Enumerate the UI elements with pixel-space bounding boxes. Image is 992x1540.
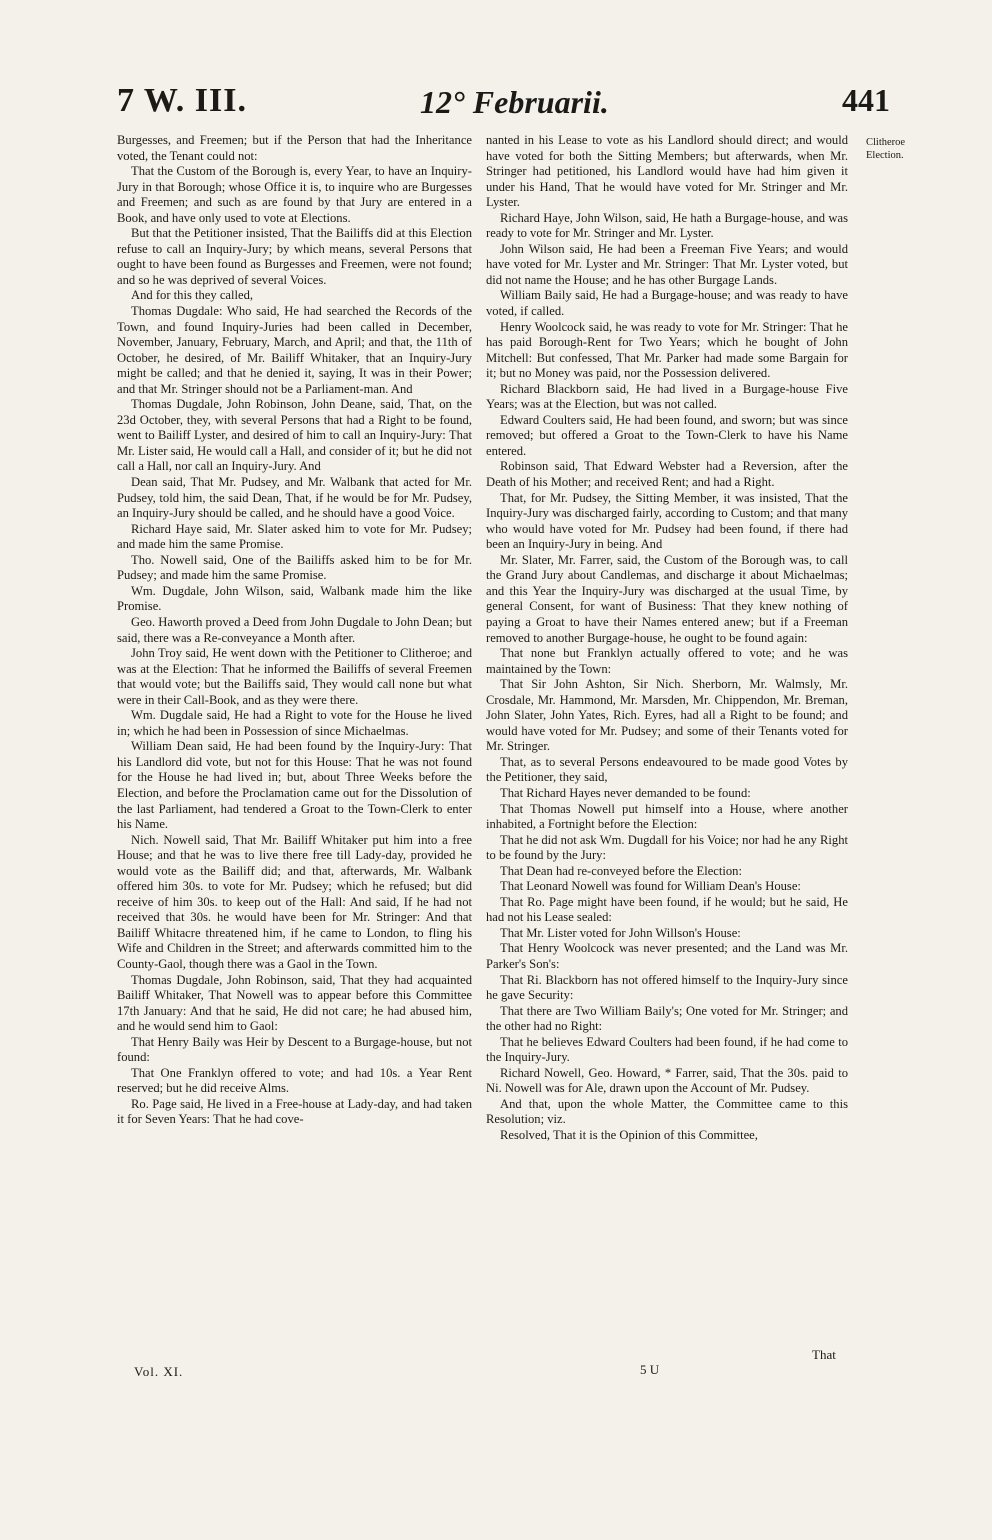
paragraph: That Henry Baily was Heir by Descent to a Burgage-house, but not found: — [117, 1034, 472, 1065]
page-number: 441 — [842, 82, 890, 118]
page-header — [0, 82, 992, 132]
left-column — [117, 133, 472, 1128]
paragraph: That there are Two William Baily's; One voted for Mr. Stringer; and the other had no Right: — [486, 1003, 848, 1034]
paragraph: That Ro. Page might have been found, if he would; but he said, He had not his Lease sealed: — [486, 894, 848, 925]
paragraph: That Richard Hayes never demanded to be found: — [500, 785, 751, 800]
paragraph: And that, upon the whole Matter, the Committee came to this Resolution; viz. — [486, 1096, 848, 1127]
paragraph: Thomas Dugdale, John Robinson, John Deane, said, That, on the 23d October, they, with several Persons that had a Right to be found, went to Bailiff Lyster, and desired of him to call an Inquiry-Jury: That Mr. Lister said, He would call a Hall, and consider of it; but he did not call a Hall, nor call an Inquiry-Jury. And — [117, 397, 472, 474]
paragraph: That he did not ask Wm. Dugdall for his Voice; nor had he any Right to be found by the Jury: — [486, 832, 848, 863]
paragraph: And for this they called, — [131, 288, 254, 303]
paragraph: That he believes Edward Coulters had been found, if he had come to the Inquiry-Jury. — [486, 1034, 848, 1065]
paragraph: That, as to several Persons endeavoured to be made good Votes by the Petitioner, they said, — [486, 754, 848, 785]
paragraph: Thomas Dugdale: Who said, He had searched the Records of the Town, and found Inquiry-Juries had been called in December, November, January, February, March, and April; and that, the 11th of October, he desired, of Mr. Bailiff Whitaker, that an Inquiry-Jury might be called; and that he denied it, saying, It was in their Power; and that Mr. Stringer should not be a Parliament-man. And — [117, 304, 472, 396]
paragraph: Richard Nowell, Geo. Howard, * Farrer, said, That the 30s. paid to Ni. Nowell was for Ale, drawn upon the Account of Mr. Pudsey. — [486, 1065, 848, 1096]
paragraph: That Dean had re-conveyed before the Election: — [500, 863, 742, 878]
paragraph: Richard Haye said, Mr. Slater asked him to vote for Mr. Pudsey; and made him the same Promise. — [117, 521, 472, 552]
paragraph: Thomas Dugdale, John Robinson, said, That they had acquainted Bailiff Whitaker, That Nowell was to appear before this Committee 17th January: And that he said, He did not care; he had abused him, and he would send him to Gaol: — [117, 972, 472, 1034]
paragraph: William Dean said, He had been found by the Inquiry-Jury: That his Landlord did vote, but not for this House: That he was not found for the House he had lived in; but, about Three Weeks before the Election, and before the Proclamation came out for the Dissolution of the last Parliament, had tendered a Groat to the Town-Clerk to enter his Name. — [117, 739, 472, 832]
header-regnal-year: 7 W. III. — [117, 82, 247, 119]
right-column — [486, 133, 848, 1144]
paragraph: That Sir John Ashton, Sir Nich. Sherborn, Mr. Walmsly, Mr. Crosdale, Mr. Hammond, Mr. Marsden, Mr. Chippendon, Mr. Breman, John Slater, John Yates, Rich. Eyres, had all a Right to be found; and would have voted for Mr. Pudsey; and some of their Tenants voted for Mr. Stringer. — [486, 677, 848, 754]
paragraph: That, for Mr. Pudsey, the Sitting Member, it was insisted, That the Inquiry-Jury was discharged fairly, according to Custom; and that many who would have voted for Mr. Pudsey had been found, if there had been an Inquiry-Jury in being. And — [486, 490, 848, 552]
paragraph: That Mr. Lister voted for John Willson's House: — [500, 925, 741, 940]
paragraph: That One Franklyn offered to vote; and had 10s. a Year Rent reserved; but he did receive Alms. — [117, 1065, 472, 1096]
paragraph: That Leonard Nowell was found for William Dean's House: — [500, 879, 801, 894]
paragraph: Dean said, That Mr. Pudsey, and Mr. Walbank that acted for Mr. Pudsey, told him, the said Dean, That, if he would be for Mr. Pudsey, an Inquiry-Jury should be called, and he should have a good Voice. — [117, 475, 472, 521]
paragraph: Mr. Slater, Mr. Farrer, said, the Custom of the Borough was, to call the Grand Jury about Candlemas, and discharge it about Michaelmas; and this Year the Inquiry-Jury was discharged at the usual Time, by general Consent, for want of Business: That they knew nothing of paying a Groat to have their Names entered anew; but if a Freeman removed to another Burgage-house, he ought to be found again: — [486, 552, 848, 645]
paragraph: nanted in his Lease to vote as his Landlord should direct; and would have voted for both the Sitting Members; but afterwards, when Mr. Stringer had petitioned, his Landlord would have had him given it under his Hand, That he would have voted for Mr. Stringer and Mr. Lyster. — [486, 133, 848, 210]
margin-note: Clitheroe Election. — [866, 137, 906, 161]
paragraph: But that the Petitioner insisted, That the Bailiffs did at this Election refuse to call an Inquiry-Jury; by which means, several Persons that ought to have been found as Burgesses and Freemen, were not found; and so he was deprived of several Voices. — [117, 226, 472, 287]
paragraph: William Baily said, He had a Burgage-house; and was ready to have voted, if called. — [486, 288, 848, 319]
paragraph: Resolved, That it is the Opinion of this Committee, — [500, 1128, 758, 1142]
paragraph: Wm. Dugdale, John Wilson, said, Walbank made him the like Promise. — [117, 583, 472, 614]
paragraph: Henry Woolcock said, he was ready to vote for Mr. Stringer: That he has paid Borough-Rent for Two Years; which he bought of John Mitchell: But confessed, That Mr. Parker had made some Bargain for it; but no Money was paid, nor the Possession delivered. — [486, 319, 848, 381]
paragraph: Burgesses, and Freemen; but if the Person that had the Inheritance voted, the Tenant could not: — [117, 133, 472, 163]
signature-mark: 5 U — [640, 1362, 660, 1377]
paragraph: Nich. Nowell said, That Mr. Bailiff Whitaker put him into a free House; and that he was to live there free till Lady-day, provided he would vote as the Bailiff did; and that, afterwards, Mr. Walbank offered him 30s. to vote for Mr. Pudsey; which he refused; but did receive of him 30s. to keep out of the Hall: And said, If he had not received that 30s. he would have been for Mr. Stringer: And that Bailiff Whitacre threatened him, if he came to London, to fling his Wife and Children in the Street; and afterwards committed him to the County-Gaol, though there was a Gaol in the Town. — [117, 832, 472, 971]
paragraph: Ro. Page said, He lived in a Free-house at Lady-day, and had taken it for Seven Years: That he had cove- — [117, 1096, 472, 1127]
paragraph: That Ri. Blackborn has not offered himself to the Inquiry-Jury since he gave Security: — [486, 972, 848, 1003]
header-date: 12° Februarii. — [420, 84, 609, 120]
paragraph: Robinson said, That Edward Webster had a Reversion, after the Death of his Mother; and received Rent; and had a Right. — [486, 459, 848, 490]
paragraph: Wm. Dugdale said, He had a Right to vote for the House he lived in; which he had been in Possession of since Michaelmas. — [117, 708, 472, 738]
catchword: That — [812, 1347, 836, 1362]
paragraph: John Troy said, He went down with the Petitioner to Clitheroe; and was at the Election: That he informed the Bailiffs of several Freemen that would vote; but the Bailiffs said, They would call none but what were in their Call-Book, and as they were there. — [117, 646, 472, 707]
paragraph: That none but Franklyn actually offered to vote; and he was maintained by the Town: — [486, 646, 848, 676]
paragraph: Geo. Haworth proved a Deed from John Dugdale to John Dean; but said, there was a Re-conveyance a Month after. — [117, 614, 472, 645]
paragraph: Richard Blackborn said, He had lived in a Burgage-house Five Years; was at the Election, but was not called. — [486, 381, 848, 412]
volume-label: Vol. XI. — [134, 1364, 184, 1379]
paragraph: That Henry Woolcock was never presented; and the Land was Mr. Parker's Son's: — [486, 941, 848, 971]
paragraph: That the Custom of the Borough is, every Year, to have an Inquiry-Jury in that Borough; whose Office it is, to inquire who are Burgesses and Freemen; and such as are found by that Jury are entered in a Book, and have only used to vote at Elections. — [117, 164, 472, 225]
paragraph: John Wilson said, He had been a Freeman Five Years; and would have voted for Mr. Lyster and Mr. Stringer: That Mr. Lyster voted, but did not name the House; and he has other Burgage Lands. — [486, 241, 848, 287]
paragraph: Richard Haye, John Wilson, said, He hath a Burgage-house, and was ready to vote for Mr. Stringer and Mr. Lyster. — [486, 210, 848, 241]
paragraph: That Thomas Nowell put himself into a House, where another inhabited, a Fortnight before the Election: — [486, 801, 848, 832]
paragraph: Tho. Nowell said, One of the Bailiffs asked him to be for Mr. Pudsey; and made him the same Promise. — [117, 552, 472, 583]
paragraph: Edward Coulters said, He had been found, and sworn; but was since removed; but offered a Groat to the Town-Clerk to have his Name entered. — [486, 412, 848, 458]
